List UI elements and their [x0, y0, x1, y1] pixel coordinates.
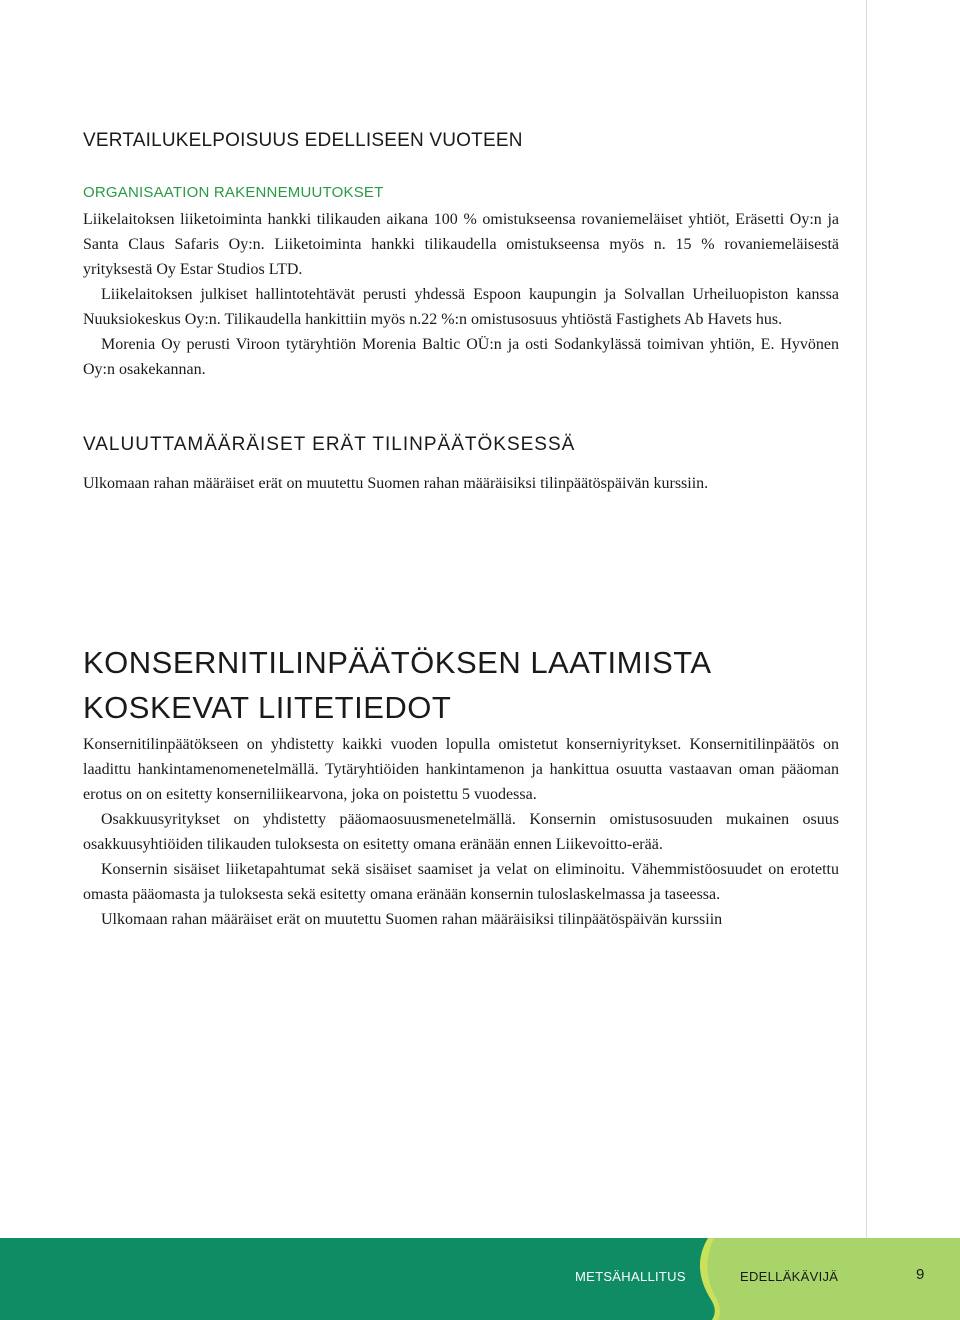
paragraph: Morenia Oy perusti Viroon tytäryhtiön Morenia Baltic OÜ:n ja osti Sodankylässä toimivan yhtiön, E. Hyvönen Oy:n osakekannan.: [83, 336, 839, 378]
paragraph: Liikelaitoksen julkiset hallintotehtävät perusti yhdessä Espoon kaupungin ja Solvallan Urheiluopiston kanssa Nuuksiokeskus Oy:n. Tilikaudella hankittiin myös n.22 %:n omistusosuus yhtiöstä Fastighets Ab Havets hus.: [83, 286, 839, 328]
title-line: KOSKEVAT LIITETIEDOT: [83, 690, 452, 725]
section-consolidation-body: [83, 732, 839, 932]
footer-brand: METSÄHALLITUS: [575, 1269, 686, 1284]
paragraph: Ulkomaan rahan määräiset erät on muutettu Suomen rahan määräisiksi tilinpäätöspäivän kurssiin: [101, 911, 723, 928]
margin-rule: [866, 0, 867, 1238]
page-number: 9: [916, 1266, 925, 1283]
section-currency-body: [83, 471, 839, 496]
section-title-currency: VALUUTTAMÄÄRÄISET ERÄT TILINPÄÄTÖKSESSÄ: [83, 434, 576, 455]
paragraph: Konsernitilinpäätökseen on yhdistetty kaikki vuoden lopulla omistetut konserniyritykset. Konsernitilinpäätös on laadittu hankintamenomenetelmällä. Tytäryhtiöiden hankintamenon ja hankittua osuutta vastaavan oman pääoman erotus on on esitetty konserniliikearvona, joka on poistettu 5 vuodessa.: [83, 736, 839, 803]
paragraph: Liikelaitoksen liiketoiminta hankki tilikauden aikana 100 % omistukseensa rovaniemeläiset yhtiöt, Eräsetti Oy:n ja Santa Claus Safaris Oy:n. Liiketoiminta hankki tilikaudella omistukseensa myös n. 15 % rovaniemeläisestä yrityksestä Oy Estar Studios LTD.: [83, 211, 839, 278]
section-title-comparability: VERTAILUKELPOISUUS EDELLISEEN VUOTEEN: [83, 130, 523, 151]
section-title-consolidation: [83, 640, 712, 730]
footer-tagline: EDELLÄKÄVIJÄ: [740, 1269, 839, 1284]
title-line: KONSERNITILINPÄÄTÖKSEN LAATIMISTA: [83, 645, 712, 680]
page-footer: [0, 1238, 960, 1320]
subsection-title-organisation: ORGANISAATION RAKENNEMUUTOKSET: [83, 184, 384, 201]
paragraph: Osakkuusyritykset on yhdistetty pääomaosuusmenetelmällä. Konsernin omistusosuuden mukainen osuus osakkuusyhtiöiden tilikauden tuloksesta on esitetty omana eränään ennen Liikevoitto-erää.: [83, 811, 839, 853]
paragraph: Konsernin sisäiset liiketapahtumat sekä sisäiset saamiset ja velat on eliminoitu. Vähemmistöosuudet on erotettu omasta pääomasta ja tuloksesta sekä esitetty omana eränään konsernin tuloslaskelmassa ja taseessa.: [83, 861, 839, 903]
paragraph: Ulkomaan rahan määräiset erät on muutettu Suomen rahan määräisiksi tilinpäätöspäivän kurssiin.: [83, 475, 709, 492]
section-comparability-body: [83, 207, 839, 382]
